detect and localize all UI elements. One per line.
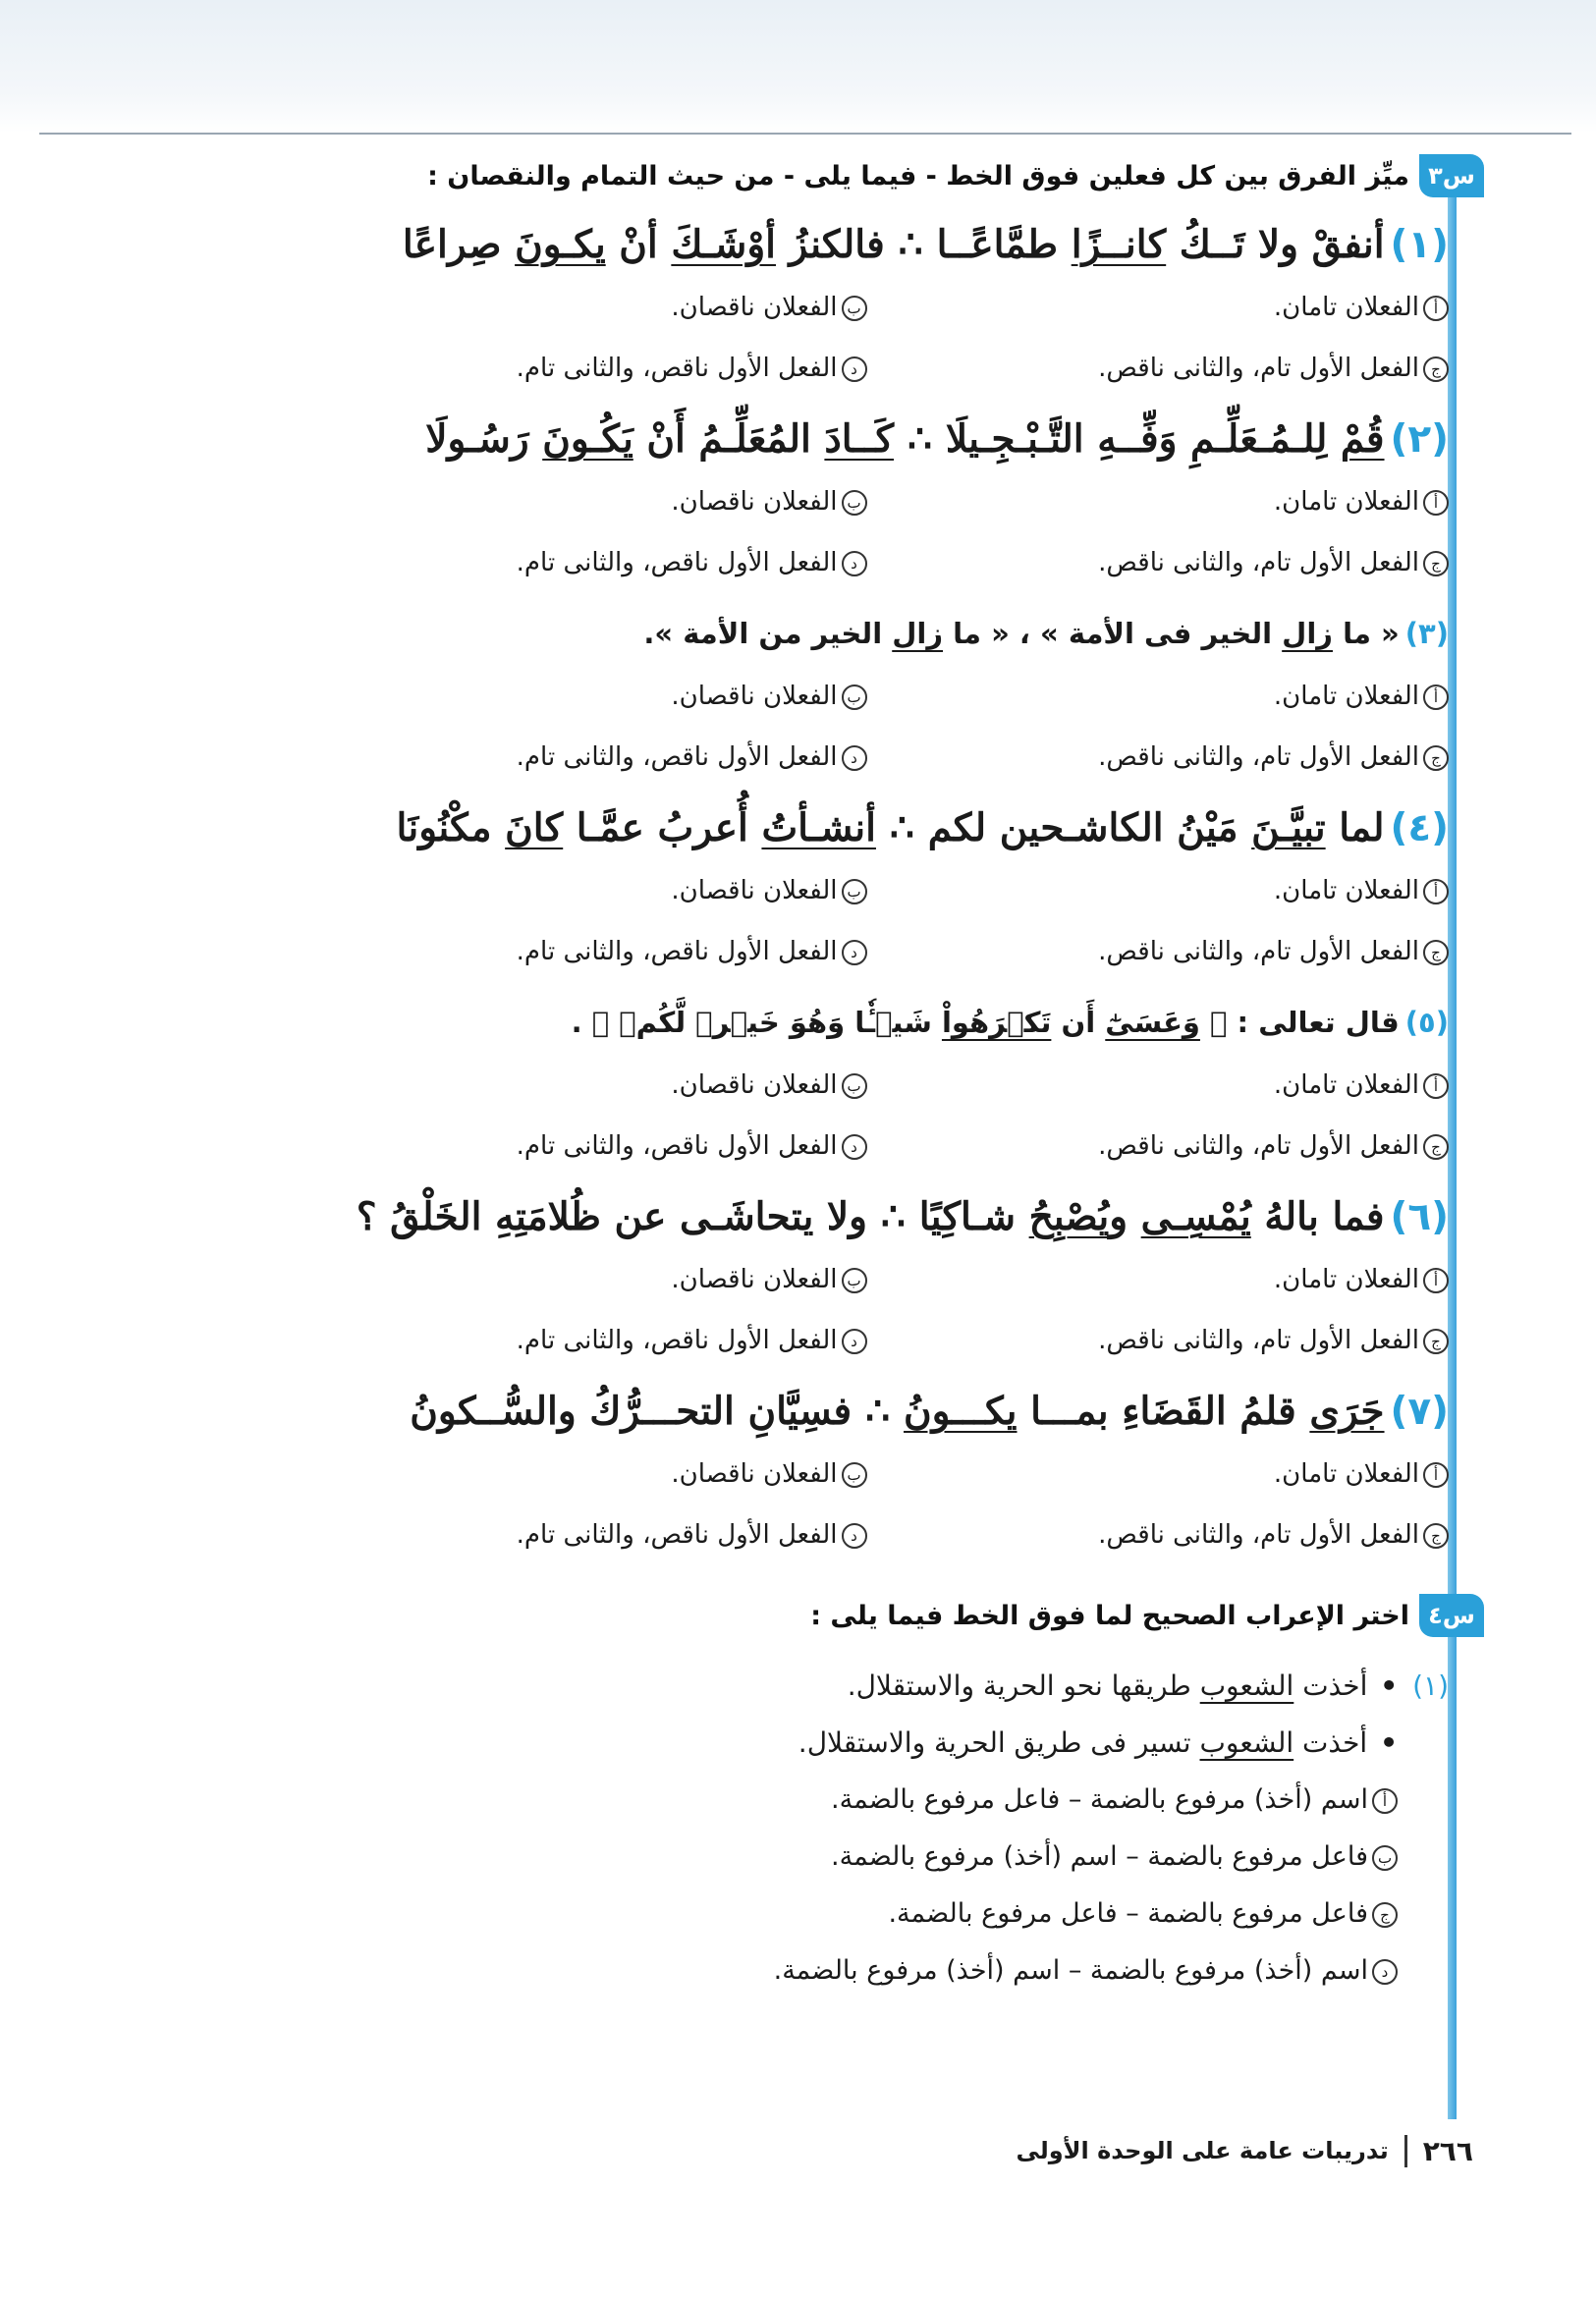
option-d[interactable] (285, 937, 867, 966)
s4-sentence-2 (285, 1715, 1449, 1772)
option-d[interactable] (285, 742, 867, 772)
option-letter: ج (1423, 745, 1449, 771)
text-part: تسير فى طريق الحرية والاستقلال. (798, 1726, 1200, 1759)
text-part: طمَّاعًــا (936, 222, 1072, 267)
section3-item (285, 795, 1449, 982)
option-a[interactable] (867, 1265, 1450, 1294)
text-part: قلمُ القَضَاءِ بمـــا (1017, 1389, 1310, 1434)
text-part: شَيۡـٔٗا وَهُوَ خَيۡرٞ لَّكُمۡ ﴾ . (571, 1006, 942, 1039)
item-number: (١) (1390, 223, 1449, 267)
item-stem (285, 1379, 1449, 1444)
option-letter: أ (1423, 1462, 1449, 1488)
option-c[interactable] (867, 937, 1450, 966)
text-part: المُعَلِّـمُ أَنْ (633, 416, 825, 462)
option-letter: ب (842, 490, 867, 516)
option-c[interactable] (867, 1326, 1450, 1355)
bullet: • (1380, 1726, 1398, 1759)
options-row (285, 532, 1449, 593)
option-text: الفعلان تامان. (1273, 876, 1419, 905)
option-a[interactable] (867, 682, 1450, 711)
text-part: أنفقْ ولا تَــكُ (1166, 222, 1385, 267)
item-number: (٤) (1390, 806, 1449, 850)
item-stem (285, 1184, 1449, 1249)
s4-option-b[interactable] (285, 1829, 1449, 1886)
item-stem (285, 990, 1449, 1055)
options-row (285, 471, 1449, 532)
option-b[interactable] (285, 876, 867, 905)
option-text: الفعلان ناقصان. (671, 487, 838, 517)
option-c[interactable] (867, 742, 1450, 772)
option-text: اسم (أخذ) مرفوع بالضمة – فاعل مرفوع بالضمة. (831, 1784, 1368, 1815)
option-text: الفعل الأول ناقص، والثانى تام. (516, 1131, 838, 1161)
question-badge: س٤ (1419, 1594, 1484, 1637)
page-content (285, 147, 1475, 1999)
underlined-word: يكـــونُ (904, 1389, 1018, 1434)
text-part: الخير فى الأمة » ، « ما (943, 617, 1283, 650)
option-letter: ج (1423, 1329, 1449, 1354)
option-letter: ب (842, 1462, 867, 1488)
item-number: (٥) (1404, 1006, 1449, 1039)
options-row (285, 860, 1449, 921)
option-text: الفعلان تامان. (1273, 682, 1419, 711)
option-text: الفعل الأول ناقص، والثانى تام. (516, 548, 838, 577)
text-part: « ما (1332, 617, 1400, 650)
text-part: مَيْنُ الكاشـحين لكم (927, 805, 1252, 850)
underlined-word: يكـونَ (515, 222, 606, 267)
text-part: أخذت (1293, 1669, 1368, 1702)
text-part: الخير من الأمة ». (643, 617, 893, 650)
option-text: الفعل الأول تام، والثانى ناقص. (1098, 1131, 1419, 1161)
text-part: أنْ (605, 222, 672, 267)
options-row (285, 1116, 1449, 1176)
section3-item (285, 1184, 1449, 1371)
option-c[interactable] (867, 354, 1450, 383)
option-text: الفعل الأول تام، والثانى ناقص. (1098, 354, 1419, 383)
underlined-word: أوْشَـكَ (671, 222, 776, 267)
option-letter: ب (842, 1073, 867, 1099)
text-part: أخذت (1293, 1726, 1368, 1759)
underlined-word: تبيَّـنَ (1251, 805, 1326, 850)
option-text: الفعل الأول تام، والثانى ناقص. (1098, 937, 1419, 966)
option-d[interactable] (285, 548, 867, 577)
header-band (0, 0, 1596, 133)
s4-option-c[interactable] (285, 1886, 1449, 1942)
option-d[interactable] (285, 354, 867, 383)
option-letter: د (842, 1523, 867, 1549)
option-letter: أ (1423, 879, 1449, 904)
option-b[interactable] (285, 293, 867, 322)
underlined-word: قُمْ (1340, 416, 1385, 462)
text-part: رَسُـولَا (425, 416, 543, 462)
option-text: الفعل الأول تام، والثانى ناقص. (1098, 1326, 1419, 1355)
section3-item (285, 990, 1449, 1176)
item-number: (٢) (1390, 417, 1449, 462)
option-text: الفعل الأول تام، والثانى ناقص. (1098, 742, 1419, 772)
item-number: (٦) (1390, 1195, 1449, 1239)
option-letter: ب (842, 684, 867, 710)
section3-item (285, 1379, 1449, 1565)
item-stem (285, 212, 1449, 277)
text-part: و (1109, 1194, 1141, 1239)
section4-header (285, 1587, 1484, 1644)
text-part: أُعربُ عمَّـا (563, 805, 762, 850)
underlined-word: الشعوب (1199, 1669, 1294, 1702)
text-part: ولا يتحاشَـى عن ظُلامَتِهِ الخَلْقُ ؟ (356, 1194, 867, 1239)
option-text: الفعل الأول ناقص، والثانى تام. (516, 1326, 838, 1355)
option-letter: ب (1372, 1845, 1398, 1871)
text-part: قال تعالى : ﴿ (1199, 1006, 1400, 1039)
option-d[interactable] (285, 1131, 867, 1161)
options-row (285, 666, 1449, 727)
option-letter: د (842, 940, 867, 965)
text-part: فسِيَّانِ التحـــرُّكُ والسُّــكونُ (410, 1389, 853, 1434)
option-letter: د (842, 1134, 867, 1160)
option-letter: ب (842, 879, 867, 904)
verse-separator: ∴ (889, 805, 914, 850)
text-part: فما بالهُ (1250, 1194, 1385, 1239)
underlined-word: زال (1282, 617, 1333, 650)
option-b[interactable] (285, 1265, 867, 1294)
section4-item (285, 1658, 1449, 1999)
underlined-word: كانــزًا (1071, 222, 1167, 267)
item-stem (285, 795, 1449, 860)
option-a[interactable] (867, 1070, 1450, 1100)
option-letter: ج (1372, 1902, 1398, 1928)
option-d[interactable] (285, 1520, 867, 1550)
option-b[interactable] (285, 487, 867, 517)
option-a[interactable] (867, 293, 1450, 322)
option-letter: أ (1372, 1788, 1398, 1814)
verse-separator: ∴ (898, 222, 923, 267)
option-text: الفعل الأول ناقص، والثانى تام. (516, 1520, 838, 1550)
text-part: مكْنُونَا (396, 805, 506, 850)
options-row (285, 727, 1449, 788)
item-number: (٧) (1390, 1390, 1449, 1434)
option-b[interactable] (285, 682, 867, 711)
section3-title: ميِّز الفرق بين كل فعلين فوق الخط - فيما يلى - من حيث التمام والنقصان : (427, 160, 1409, 192)
option-text: الفعلان تامان. (1273, 1070, 1419, 1100)
options-row (285, 277, 1449, 338)
option-text: الفعلان ناقصان. (671, 293, 838, 322)
option-text: الفعلان ناقصان. (671, 682, 838, 711)
option-text: فاعل مرفوع بالضمة – اسم (أخذ) مرفوع بالضمة. (831, 1841, 1368, 1872)
question-badge: س٣ (1419, 154, 1484, 197)
options-row (285, 338, 1449, 399)
option-a[interactable] (867, 1459, 1450, 1489)
option-letter: ج (1423, 1523, 1449, 1549)
options-row (285, 1505, 1449, 1565)
option-letter: ج (1423, 1134, 1449, 1160)
option-letter: أ (1423, 296, 1449, 321)
verse-separator: ∴ (865, 1389, 891, 1434)
option-text: الفعل الأول ناقص، والثانى تام. (516, 742, 838, 772)
option-letter: د (842, 745, 867, 771)
option-letter: ب (842, 296, 867, 321)
options-row (285, 1249, 1449, 1310)
section4-title: اختر الإعراب الصحيح لما فوق الخط فيما يلى : (810, 1600, 1409, 1631)
option-letter: أ (1423, 1073, 1449, 1099)
section3-item (285, 601, 1449, 788)
s4-sentence-1 (285, 1658, 1449, 1715)
option-text: الفعلان ناقصان. (671, 1265, 838, 1294)
option-letter: ج (1423, 356, 1449, 382)
option-letter: ب (842, 1268, 867, 1293)
page-number: ٢٦٦ (1404, 2135, 1473, 2167)
section3-header (285, 147, 1484, 204)
underlined-word: تَكۡرَهُواْ (941, 1006, 1052, 1039)
option-letter: د (1372, 1959, 1398, 1985)
option-c[interactable] (867, 548, 1450, 577)
underlined-word: أنشـأتُ (761, 805, 876, 850)
option-letter: ج (1423, 551, 1449, 576)
section3-items (285, 212, 1449, 1565)
option-letter: د (842, 551, 867, 576)
option-text: الفعلان تامان. (1273, 1459, 1419, 1489)
option-text: الفعلان ناقصان. (671, 1459, 838, 1489)
underlined-word: يُمْسِـى (1140, 1194, 1251, 1239)
section3-item (285, 212, 1449, 399)
text-part: فالكنزُ (775, 222, 885, 267)
options-row (285, 1310, 1449, 1371)
header-rule (39, 133, 1571, 135)
page-footer (963, 2123, 1473, 2178)
s4-option-d[interactable] (285, 1942, 1449, 1999)
verse-separator: ∴ (908, 416, 932, 462)
item-number: (٣) (1404, 617, 1449, 650)
underlined-word: كانَ (505, 805, 564, 850)
option-text: الفعل الأول تام، والثانى ناقص. (1098, 548, 1419, 577)
text-part: لِلـمُـعَلِّـمِ وَفِّــهِ التَّـبْـجِـيلَا (945, 416, 1341, 462)
underlined-word: جَرَى (1309, 1389, 1385, 1434)
underlined-word: وَعَسَىٰٓ (1105, 1006, 1200, 1039)
option-letter: ج (1423, 940, 1449, 965)
option-text: اسم (أخذ) مرفوع بالضمة – اسم (أخذ) مرفوع بالضمة. (773, 1955, 1368, 1986)
footer-title: تدريبات عامة على الوحدة الأولى (1016, 2137, 1389, 2164)
options-row (285, 921, 1449, 982)
option-a[interactable] (867, 487, 1450, 517)
side-accent-bar (1448, 165, 1457, 2119)
option-text: فاعل مرفوع بالضمة – فاعل مرفوع بالضمة. (888, 1898, 1368, 1929)
option-b[interactable] (285, 1070, 867, 1100)
option-text: الفعلان تامان. (1273, 293, 1419, 322)
option-text: الفعلان تامان. (1273, 1265, 1419, 1294)
section3-item (285, 407, 1449, 593)
option-letter: أ (1423, 490, 1449, 516)
options-row (285, 1444, 1449, 1505)
text-part: شـاكِيًا (918, 1194, 1029, 1239)
option-letter: أ (1423, 684, 1449, 710)
option-letter: أ (1423, 1268, 1449, 1293)
item-stem (285, 601, 1449, 666)
option-letter: د (842, 356, 867, 382)
option-c[interactable] (867, 1520, 1450, 1550)
underlined-word: يُصْبِحُ (1028, 1194, 1110, 1239)
option-text: الفعل الأول تام، والثانى ناقص. (1098, 1520, 1419, 1550)
text-part: صِراعًا (402, 222, 516, 267)
option-text: الفعلان تامان. (1273, 487, 1419, 517)
option-a[interactable] (867, 876, 1450, 905)
options-row (285, 1055, 1449, 1116)
s4-option-a[interactable] (285, 1772, 1449, 1829)
option-text: الفعل الأول ناقص، والثانى تام. (516, 937, 838, 966)
underlined-word: الشعوب (1199, 1726, 1294, 1759)
item-number: (١) (1412, 1669, 1449, 1702)
text-part: أَن (1051, 1006, 1106, 1039)
item-stem (285, 407, 1449, 471)
option-c[interactable] (867, 1131, 1450, 1161)
option-d[interactable] (285, 1326, 867, 1355)
option-b[interactable] (285, 1459, 867, 1489)
option-text: الفعلان ناقصان. (671, 1070, 838, 1100)
option-text: الفعل الأول ناقص، والثانى تام. (516, 354, 838, 383)
text-part: طريقها نحو الحرية والاستقلال. (847, 1669, 1200, 1702)
bullet: • (1380, 1669, 1399, 1702)
option-text: الفعلان ناقصان. (671, 876, 838, 905)
underlined-word: يَكُـونَ (542, 416, 633, 462)
text-part: لما (1325, 805, 1385, 850)
verse-separator: ∴ (880, 1194, 906, 1239)
option-letter: د (842, 1329, 867, 1354)
underlined-word: كَــادَ (824, 416, 895, 462)
underlined-word: زال (892, 617, 944, 650)
